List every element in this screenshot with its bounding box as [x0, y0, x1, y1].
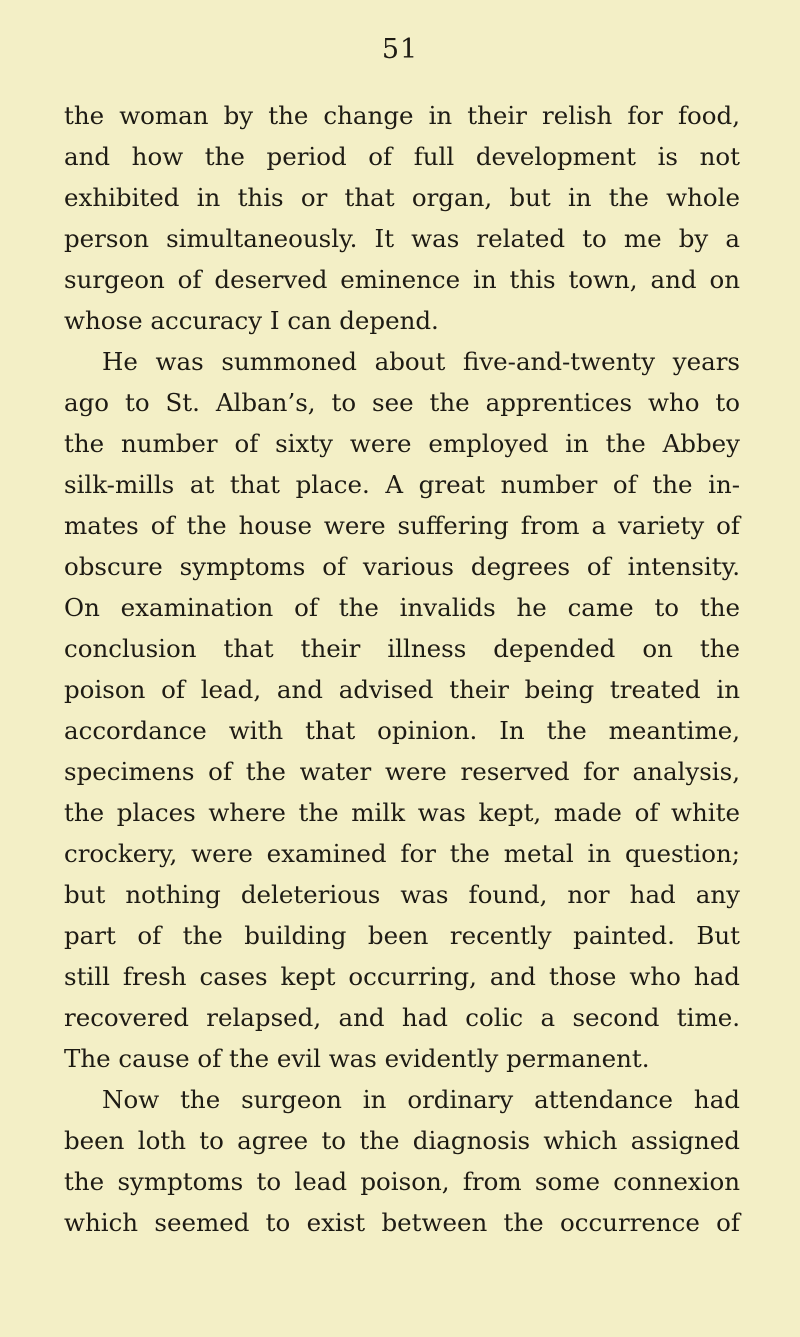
text-line: the places where the milk was kept, made of white — [64, 798, 740, 827]
text-line: exhibited in this or that organ, but in the whole — [64, 183, 740, 212]
text-line: The cause of the evil was evidently permanent. — [64, 1044, 650, 1073]
text-line: part of the building been recently painted. But — [64, 921, 740, 950]
text-line: ago to St. Alban’s, to see the apprentices who to — [64, 388, 740, 417]
page-number: 51 — [381, 34, 419, 65]
text-line: silk-mills at that place. A great number of the in- — [64, 470, 740, 499]
text-line: and how the period of full development is not — [64, 142, 740, 171]
text-line: conclusion that their illness depended on the — [64, 634, 740, 663]
text-line: specimens of the water were reserved for analysis, — [64, 757, 740, 786]
text-line: He was summoned about five-and-twenty years — [102, 347, 740, 376]
text-line: recovered relapsed, and had colic a second time. — [64, 1003, 740, 1032]
text-line: Now the surgeon in ordinary attendance had — [102, 1085, 740, 1114]
text-line: the woman by the change in their relish for food, — [64, 101, 740, 130]
text-line: obscure symptoms of various degrees of intensity. — [64, 552, 740, 581]
text-line: accordance with that opinion. In the meantime, — [64, 716, 740, 745]
text-line: the symptoms to lead poison, from some connexion — [64, 1167, 740, 1196]
text-line: person simultaneously. It was related to me by a — [64, 224, 740, 253]
body-text — [64, 95, 740, 1243]
text-line: the number of sixty were employed in the Abbey — [64, 429, 740, 458]
text-line: surgeon of deserved eminence in this town, and on — [64, 265, 740, 294]
text-line: which seemed to exist between the occurrence of — [64, 1208, 740, 1237]
text-line: mates of the house were suffering from a variety of — [64, 511, 740, 540]
text-line: but nothing deleterious was found, nor had any — [64, 880, 740, 909]
text-line: still fresh cases kept occurring, and those who had — [64, 962, 740, 991]
text-line: crockery, were examined for the metal in question; — [64, 839, 740, 868]
text-line: been loth to agree to the diagnosis which assigned — [64, 1126, 740, 1155]
text-line: On examination of the invalids he came to the — [64, 593, 740, 622]
text-line: poison of lead, and advised their being treated in — [64, 675, 740, 704]
text-line: whose accuracy I can depend. — [64, 306, 439, 335]
